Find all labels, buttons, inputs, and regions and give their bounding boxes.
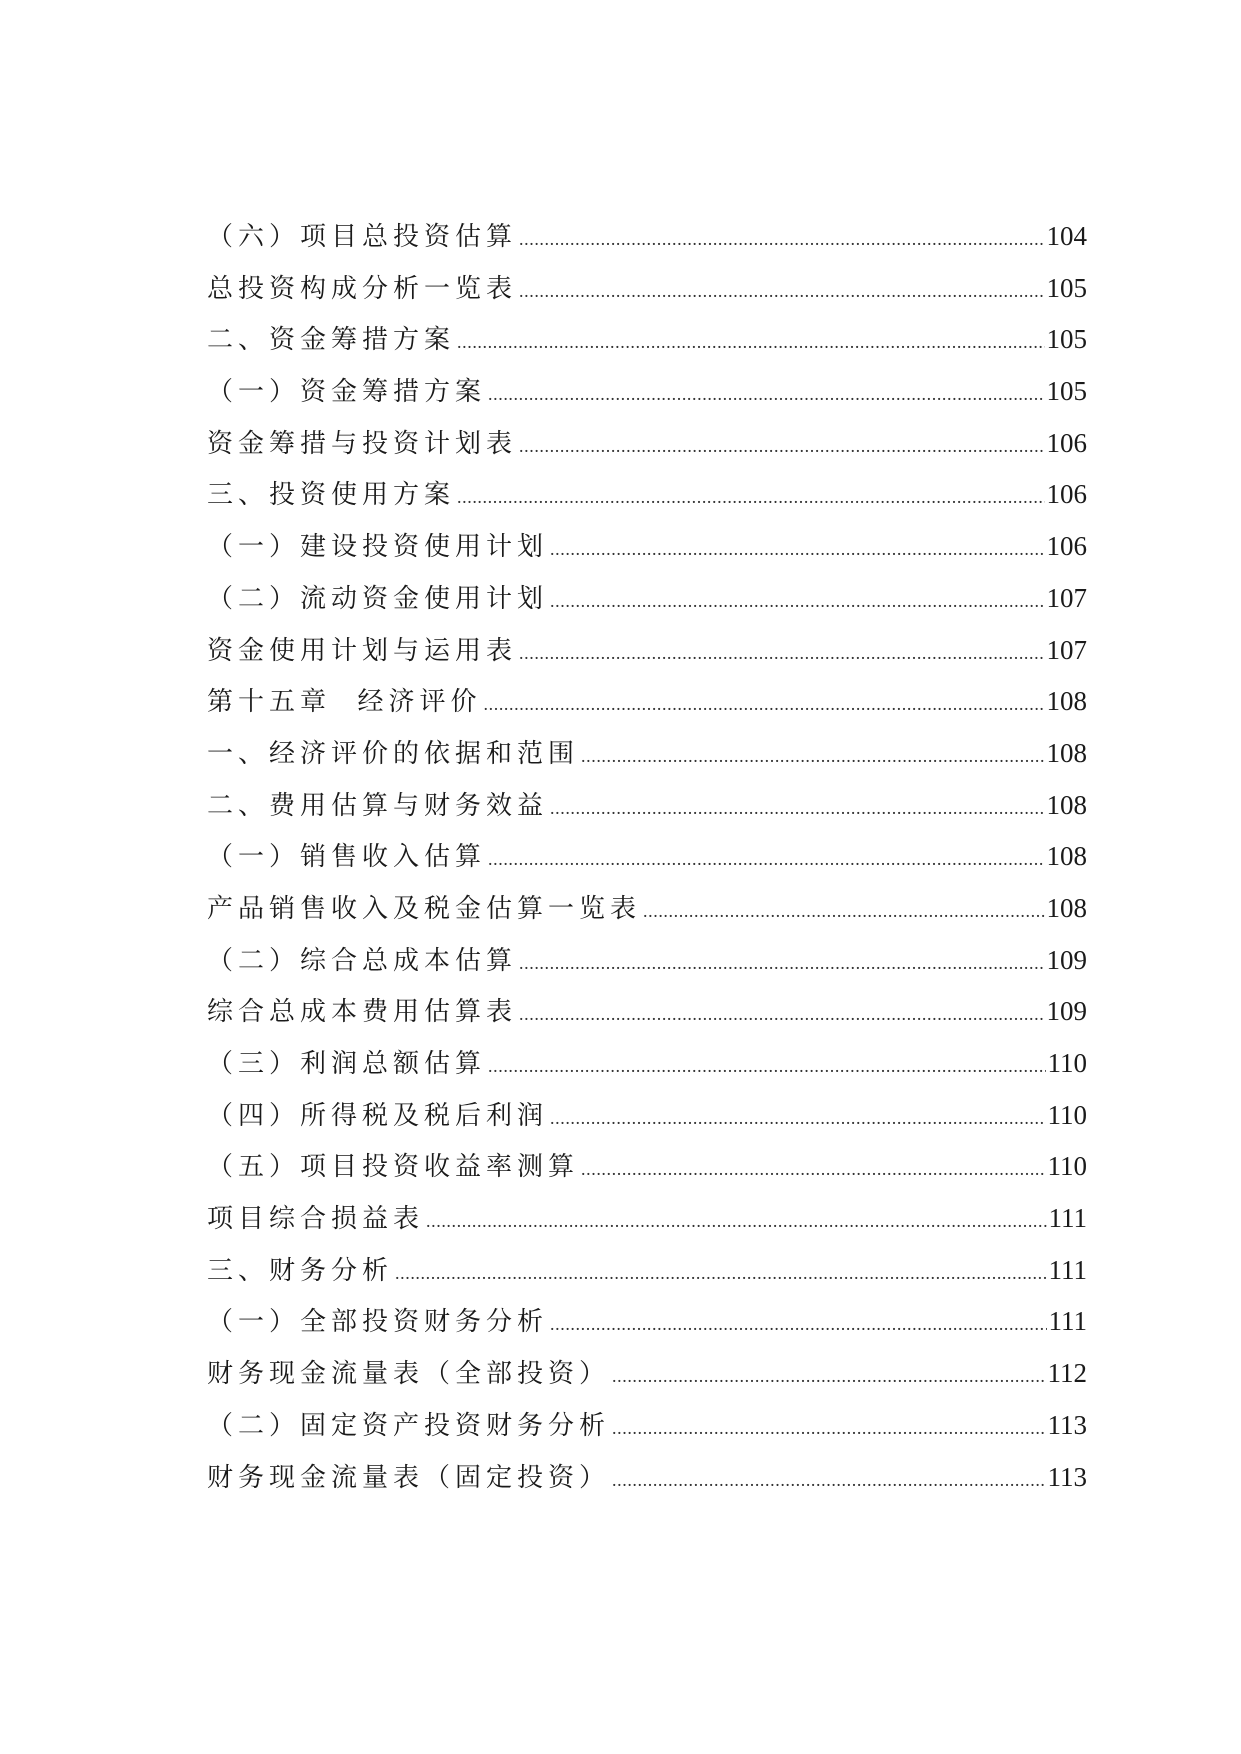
table-of-contents [207, 210, 1087, 1502]
toc-entry-title: （二）综合总成本估算 [207, 945, 518, 976]
toc-entry-page: 108 [1046, 737, 1087, 768]
toc-leader-dots [519, 213, 1044, 265]
toc-entry[interactable] [207, 1244, 1087, 1296]
toc-entry-page: 110 [1047, 1099, 1087, 1130]
toc-entry[interactable] [207, 520, 1087, 572]
toc-entry-page: 104 [1046, 221, 1087, 251]
toc-entry-page: 106 [1046, 531, 1087, 562]
toc-entry-title: 综合总成本费用估算表 [207, 997, 518, 1028]
toc-leader-dots [550, 782, 1044, 834]
toc-entry[interactable] [207, 313, 1087, 365]
toc-entry-page: 105 [1046, 324, 1087, 355]
toc-entry-page: 111 [1048, 1306, 1087, 1337]
toc-leader-dots [612, 1350, 1045, 1402]
toc-entry[interactable] [207, 572, 1087, 624]
toc-entry[interactable] [207, 1140, 1087, 1192]
toc-entry-page: 108 [1046, 686, 1087, 717]
toc-leader-dots [488, 1040, 1045, 1092]
toc-entry-title: 财务现金流量表（固定投资） [207, 1462, 611, 1493]
toc-entry-title: 二、资金筹措方案 [207, 325, 456, 356]
toc-entry-page: 110 [1047, 1151, 1087, 1182]
toc-entry-title: （三）利润总额估算 [207, 1049, 487, 1079]
toc-entry-title: （五）项目投资收益率测算 [207, 1152, 580, 1183]
toc-entry-page: 105 [1046, 376, 1087, 407]
toc-entry[interactable] [207, 624, 1087, 676]
toc-entry-page: 109 [1046, 996, 1087, 1027]
toc-leader-dots [612, 1402, 1045, 1454]
toc-leader-dots [519, 420, 1044, 472]
toc-entry[interactable] [207, 882, 1087, 934]
toc-leader-dots [488, 368, 1044, 420]
toc-leader-dots [643, 885, 1044, 937]
toc-entry[interactable] [207, 985, 1087, 1037]
toc-entry-page: 110 [1047, 1048, 1087, 1078]
toc-entry-title: （一）销售收入估算 [207, 842, 487, 873]
toc-entry[interactable] [207, 727, 1087, 779]
toc-entry-title: （二）固定资产投资财务分析 [207, 1410, 611, 1441]
toc-entry-title: 总投资构成分析一览表 [207, 273, 518, 304]
toc-entry[interactable] [207, 468, 1087, 520]
toc-leader-dots [550, 1092, 1045, 1144]
toc-entry-page: 108 [1046, 789, 1087, 820]
toc-entry-title: （四）所得税及税后利润 [207, 1100, 549, 1131]
toc-entry-page: 111 [1048, 1254, 1087, 1285]
toc-entry-title: 三、投资使用方案 [207, 480, 456, 511]
toc-entry-page: 111 [1048, 1203, 1087, 1234]
toc-entry-page: 106 [1046, 479, 1087, 510]
toc-entry-page: 109 [1046, 944, 1087, 975]
toc-entry-title: （一）资金筹措方案 [207, 377, 487, 408]
toc-entry-page: 107 [1046, 634, 1087, 665]
toc-entry[interactable] [207, 210, 1087, 262]
toc-entry[interactable] [207, 779, 1087, 831]
toc-entry-page: 108 [1046, 841, 1087, 872]
toc-entry-title: 第十五章 经济评价 [207, 687, 482, 718]
toc-entry[interactable] [207, 1037, 1087, 1089]
toc-leader-dots [395, 1247, 1046, 1299]
toc-entry[interactable] [207, 1399, 1087, 1451]
toc-entry-title: 财务现金流量表（全部投资） [207, 1359, 611, 1390]
toc-entry[interactable] [207, 830, 1087, 882]
toc-entry-title: 三、财务分析 [207, 1255, 394, 1286]
toc-entry[interactable] [207, 675, 1087, 727]
toc-leader-dots [519, 937, 1044, 989]
toc-entry-page: 107 [1046, 582, 1087, 613]
toc-leader-dots [612, 1454, 1045, 1506]
toc-entry-page: 113 [1047, 1409, 1087, 1440]
toc-entry[interactable] [207, 262, 1087, 314]
toc-leader-dots [550, 1298, 1046, 1350]
toc-leader-dots [550, 575, 1044, 627]
toc-entry[interactable] [207, 417, 1087, 469]
toc-entry-title: 产品销售收入及税金估算一览表 [207, 893, 642, 924]
toc-entry[interactable] [207, 1347, 1087, 1399]
toc-leader-dots [519, 988, 1044, 1040]
toc-entry-title: 二、费用估算与财务效益 [207, 790, 549, 821]
toc-leader-dots [550, 523, 1044, 575]
toc-entry-title: 一、经济评价的依据和范围 [207, 738, 580, 769]
toc-leader-dots [484, 678, 1045, 730]
toc-leader-dots [519, 265, 1044, 317]
toc-entry-title: （二）流动资金使用计划 [207, 583, 549, 614]
toc-leader-dots [581, 1143, 1045, 1195]
toc-entry-title: 资金筹措与投资计划表 [207, 428, 518, 459]
toc-leader-dots [488, 833, 1044, 885]
toc-entry[interactable] [207, 1451, 1087, 1503]
toc-leader-dots [457, 316, 1044, 368]
toc-entry-title: 项目综合损益表 [207, 1204, 425, 1235]
toc-entry-page: 105 [1046, 272, 1087, 303]
toc-entry-title: （一）全部投资财务分析 [207, 1307, 549, 1338]
toc-leader-dots [519, 627, 1044, 679]
toc-entry[interactable] [207, 934, 1087, 986]
toc-entry[interactable] [207, 1089, 1087, 1141]
toc-entry-page: 112 [1047, 1358, 1087, 1389]
toc-leader-dots [426, 1195, 1046, 1247]
toc-entry-title: （一）建设投资使用计划 [207, 532, 549, 563]
toc-entry[interactable] [207, 1192, 1087, 1244]
toc-entry-page: 106 [1046, 427, 1087, 458]
toc-entry-page: 113 [1047, 1461, 1087, 1492]
toc-leader-dots [581, 730, 1044, 782]
toc-entry[interactable] [207, 365, 1087, 417]
toc-leader-dots [457, 471, 1044, 523]
toc-entry-title: （六）项目总投资估算 [207, 222, 518, 252]
toc-entry-title: 资金使用计划与运用表 [207, 635, 518, 666]
toc-entry[interactable] [207, 1295, 1087, 1347]
toc-entry-page: 108 [1046, 892, 1087, 923]
